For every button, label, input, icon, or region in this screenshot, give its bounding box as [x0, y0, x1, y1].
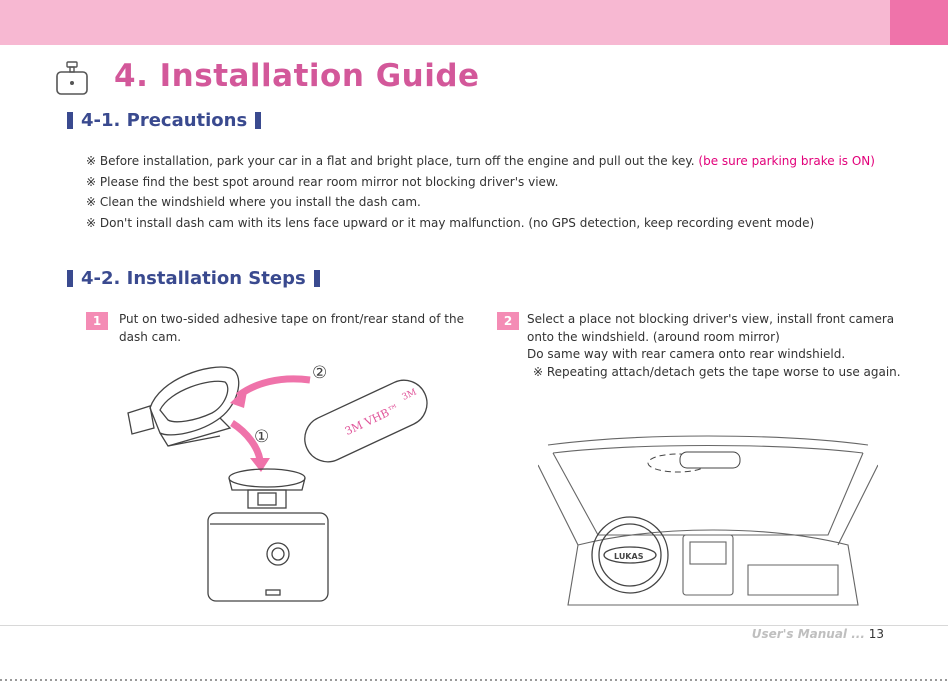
mount-bracket [128, 367, 239, 446]
list-item: ※ Clean the windshield where you install the dash cam. [86, 195, 421, 209]
step-2-line: onto the windshield. (around room mirror) [527, 329, 780, 344]
list-item [86, 151, 875, 172]
precaution-text: ※ Before installation, park your car in a flat and bright place, turn off the engine and pull out the key. [86, 154, 695, 168]
precautions-heading [67, 110, 261, 131]
step-1-line: Put on two-sided adhesive tape on front/rear stand of the [119, 312, 464, 326]
car-logo: LUKAS [614, 552, 644, 561]
footer [752, 627, 884, 641]
header-bar [0, 0, 890, 45]
steps-heading-text: 4-2. Installation Steps [81, 268, 306, 289]
step-2-note: ※ Repeating attach/detach gets the tape worse to use again. [533, 364, 901, 379]
list-item: ※ Please find the best spot around rear room mirror not blocking driver's view. [86, 174, 559, 189]
callout-2: ② [312, 363, 328, 383]
stand-tape-illustration [120, 358, 440, 608]
dash-cam-icon [55, 60, 89, 98]
precaution-highlight: (be sure parking brake is ON) [698, 154, 875, 168]
step-2-text [527, 311, 901, 381]
rear-view-mirror [680, 452, 740, 468]
heading-marker [314, 270, 320, 287]
step-2-line: Do same way with rear camera onto rear windshield. [527, 347, 846, 361]
dashboard [568, 530, 858, 605]
adhesive-tape [297, 373, 434, 470]
footer-divider [0, 625, 948, 626]
step-2-line: Select a place not blocking driver's view, install front camera [527, 312, 895, 326]
page-number: 13 [868, 627, 884, 641]
step-1-line: dash cam. [119, 329, 182, 344]
callout-1: ① [254, 427, 270, 447]
heading-marker [255, 112, 261, 129]
precautions-heading-text: 4-1. Precautions [81, 110, 248, 131]
step-2-badge: 2 [497, 312, 519, 330]
footer-brand: User's Manual ... [751, 627, 865, 641]
precautions-list [86, 151, 875, 233]
car-interior-illustration [538, 425, 878, 615]
header-tab [890, 0, 948, 45]
steps-heading [67, 268, 320, 289]
dash-cam [208, 469, 328, 601]
list-item: ※ Don't install dash cam with its lens face upward or it may malfunction. (no GPS detection, keep recording event mode) [86, 215, 815, 230]
step-1-badge: 1 [86, 312, 108, 330]
arrow-2 [238, 379, 310, 396]
tape-label: 3M VHB™ [342, 401, 402, 438]
heading-marker [67, 112, 73, 129]
tape-label-short: 3M [400, 387, 419, 403]
heading-marker [67, 270, 73, 287]
step-1-text [119, 311, 464, 346]
page-title: 4. Installation Guide [114, 58, 480, 94]
